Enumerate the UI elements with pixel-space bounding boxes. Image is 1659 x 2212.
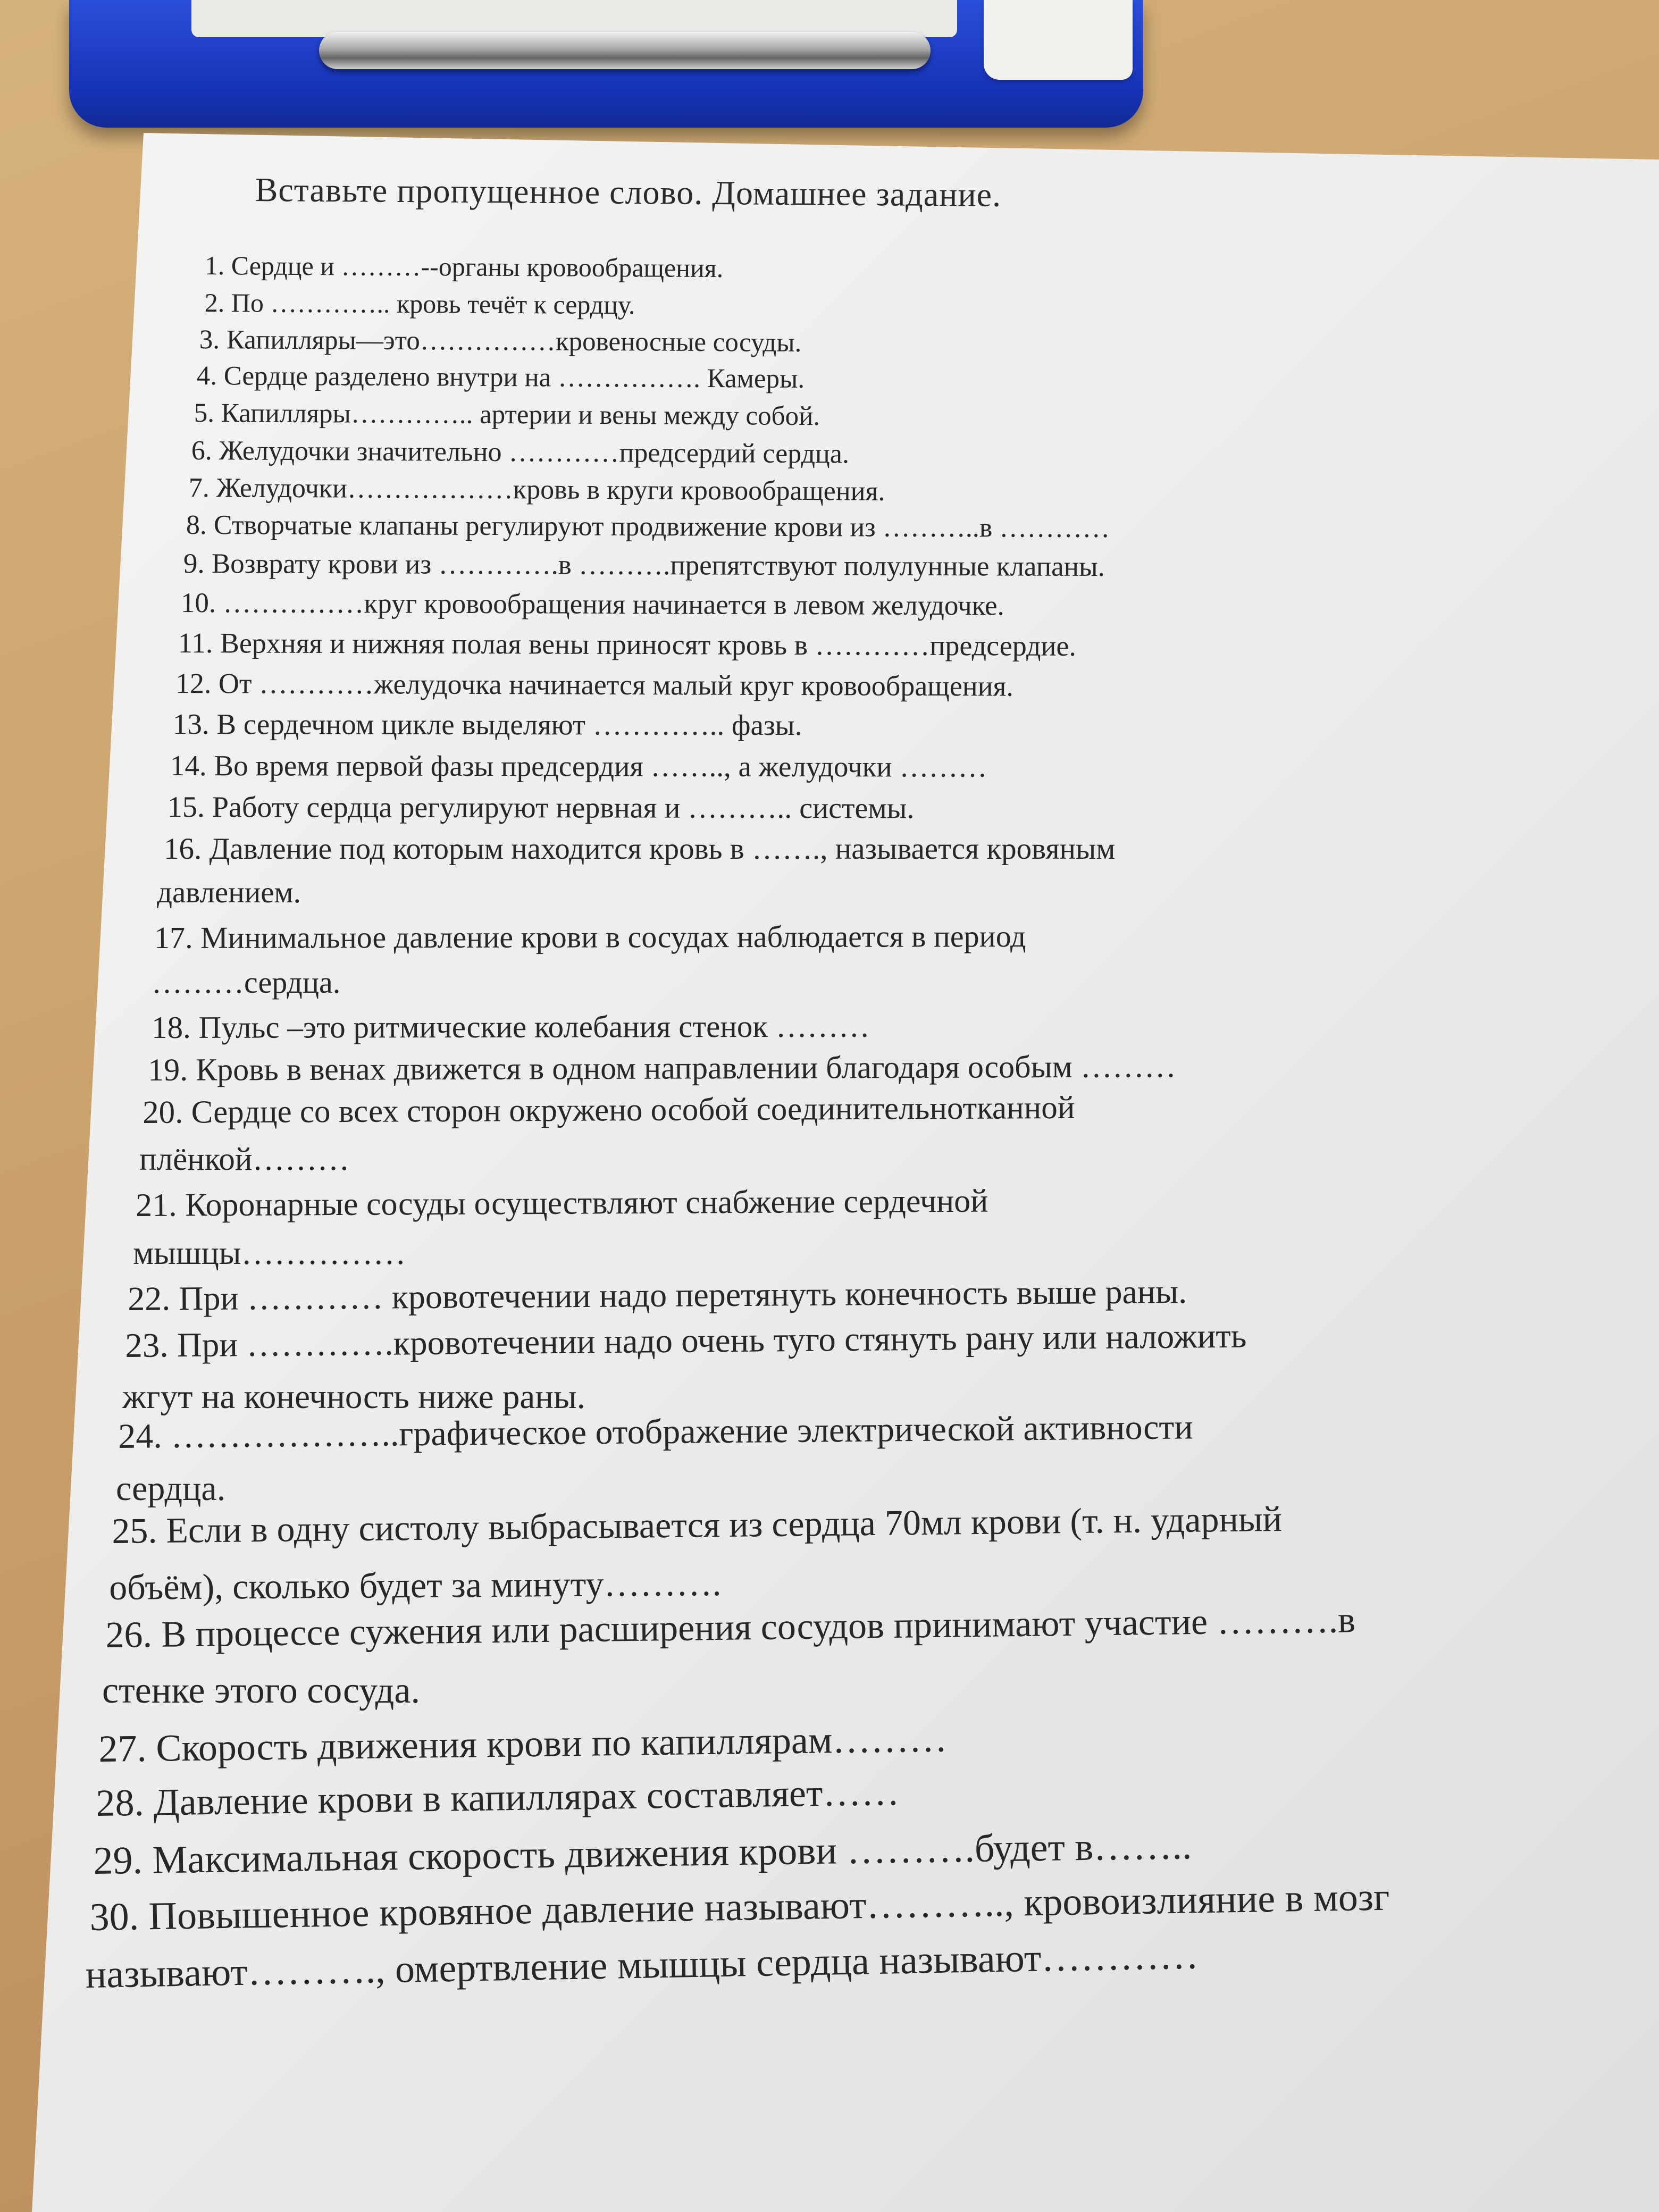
worksheet-line: ………сердца. <box>152 965 341 1000</box>
worksheet-line: 23. При ………….кровотечении надо очень туго стянуть рану или наложить <box>125 1317 1247 1365</box>
worksheet-line: 12. От …………желудочка начинается малый круг кровообращения. <box>175 667 1014 702</box>
worksheet-line: давлением. <box>157 876 301 909</box>
worksheet-line: 3. Капилляры—это……………кровеносные сосуды. <box>199 325 802 358</box>
worksheet-line: стенке этого сосуда. <box>102 1670 420 1711</box>
worksheet-line: называют………., омертвление мышцы сердца называют………… <box>85 1933 1199 1997</box>
worksheet-line: плёнкой……… <box>139 1142 350 1177</box>
worksheet-line: 27. Скорость движения крови по капиллярам……… <box>98 1717 948 1770</box>
worksheet-line: сердца. <box>116 1469 226 1508</box>
worksheet-line: 21. Коронарные сосуды осуществляют снабжение сердечной <box>136 1183 988 1224</box>
worksheet-line: жгут на конечность ниже раны. <box>122 1378 585 1416</box>
worksheet-line: 20. Сердце со всех сторон окружено особой соединительнотканной <box>143 1090 1075 1130</box>
worksheet-line: 29. Максимальная скорость движения крови ……….будет в…….. <box>93 1824 1192 1883</box>
worksheet-line: 8. Створчатые клапаны регулируют продвижение крови из ………..в ………… <box>186 510 1110 544</box>
clipboard-clip-bar <box>319 32 931 69</box>
worksheet-line: 1. Сердце и ………--органы кровообращения. <box>204 250 724 283</box>
worksheet-line: 15. Работу сердца регулируют нервная и ……….. системы. <box>167 791 915 825</box>
worksheet-line: 2. По ………….. кровь течёт к сердцу. <box>204 288 635 320</box>
worksheet-line: 25. Если в одну систолу выбрасывается из сердца 70мл крови (т. н. ударный <box>112 1498 1283 1551</box>
worksheet-line: объём), сколько будет за минуту………. <box>109 1562 722 1607</box>
worksheet-line: 17. Минимальное давление крови в сосудах наблюдается в период <box>154 919 1026 955</box>
worksheet-line: 30. Повышенное кровяное давление называют……….., кровоизлияние в мозг <box>89 1875 1390 1939</box>
worksheet-line: 13. В сердечном цикле выделяют ………….. фазы. <box>172 708 802 742</box>
worksheet-line: 10. ……………круг кровообращения начинается в левом желудочке. <box>180 588 1004 622</box>
worksheet-line: 22. При ………… кровотечении надо перетянуть конечность выше раны. <box>128 1272 1187 1318</box>
worksheet-line: 14. Во время первой фазы предсердия …….., а желудочки ……… <box>170 749 987 783</box>
worksheet-line: 11. Верхняя и нижняя полая вены приносят кровь в …………предсердие. <box>178 627 1077 662</box>
worksheet-line: 9. Возврату крови из ………….в ……….препятствуют полулунные клапаны. <box>183 548 1105 583</box>
worksheet-line: мышцы…………… <box>133 1235 406 1271</box>
worksheet-line: 4. Сердце разделено внутри на ……………. Камеры. <box>196 361 805 394</box>
worksheet-title: Вставьте пропущенное слово. Домашнее задание. <box>255 170 1002 214</box>
clipboard-folded-sheet <box>984 0 1133 80</box>
worksheet-line: 28. Давление крови в капиллярах составляет…… <box>96 1770 900 1824</box>
worksheet-line: 6. Желудочки значительно …………предсердий сердца. <box>191 435 850 470</box>
worksheet-line: 19. Кровь в венах движется в одном направлении благодаря особым ……… <box>148 1049 1176 1087</box>
worksheet-line: 7. Желудочки………………кровь в круги кровообращения. <box>188 473 885 507</box>
worksheet-line: 5. Капилляры………….. артерии и вены между собой. <box>194 398 820 432</box>
worksheet-line: 18. Пульс –это ритмические колебания стенок ……… <box>152 1008 870 1045</box>
worksheet-line: 16. Давление под которым находится кровь в ……., называется кровяным <box>164 832 1116 866</box>
worksheet-line: 24. ………………..графическое отображение электрической активности <box>118 1407 1193 1456</box>
clipboard <box>69 0 1143 128</box>
worksheet-line: 26. В процессе сужения или расширения сосудов принимают участие ……….в <box>105 1599 1356 1656</box>
